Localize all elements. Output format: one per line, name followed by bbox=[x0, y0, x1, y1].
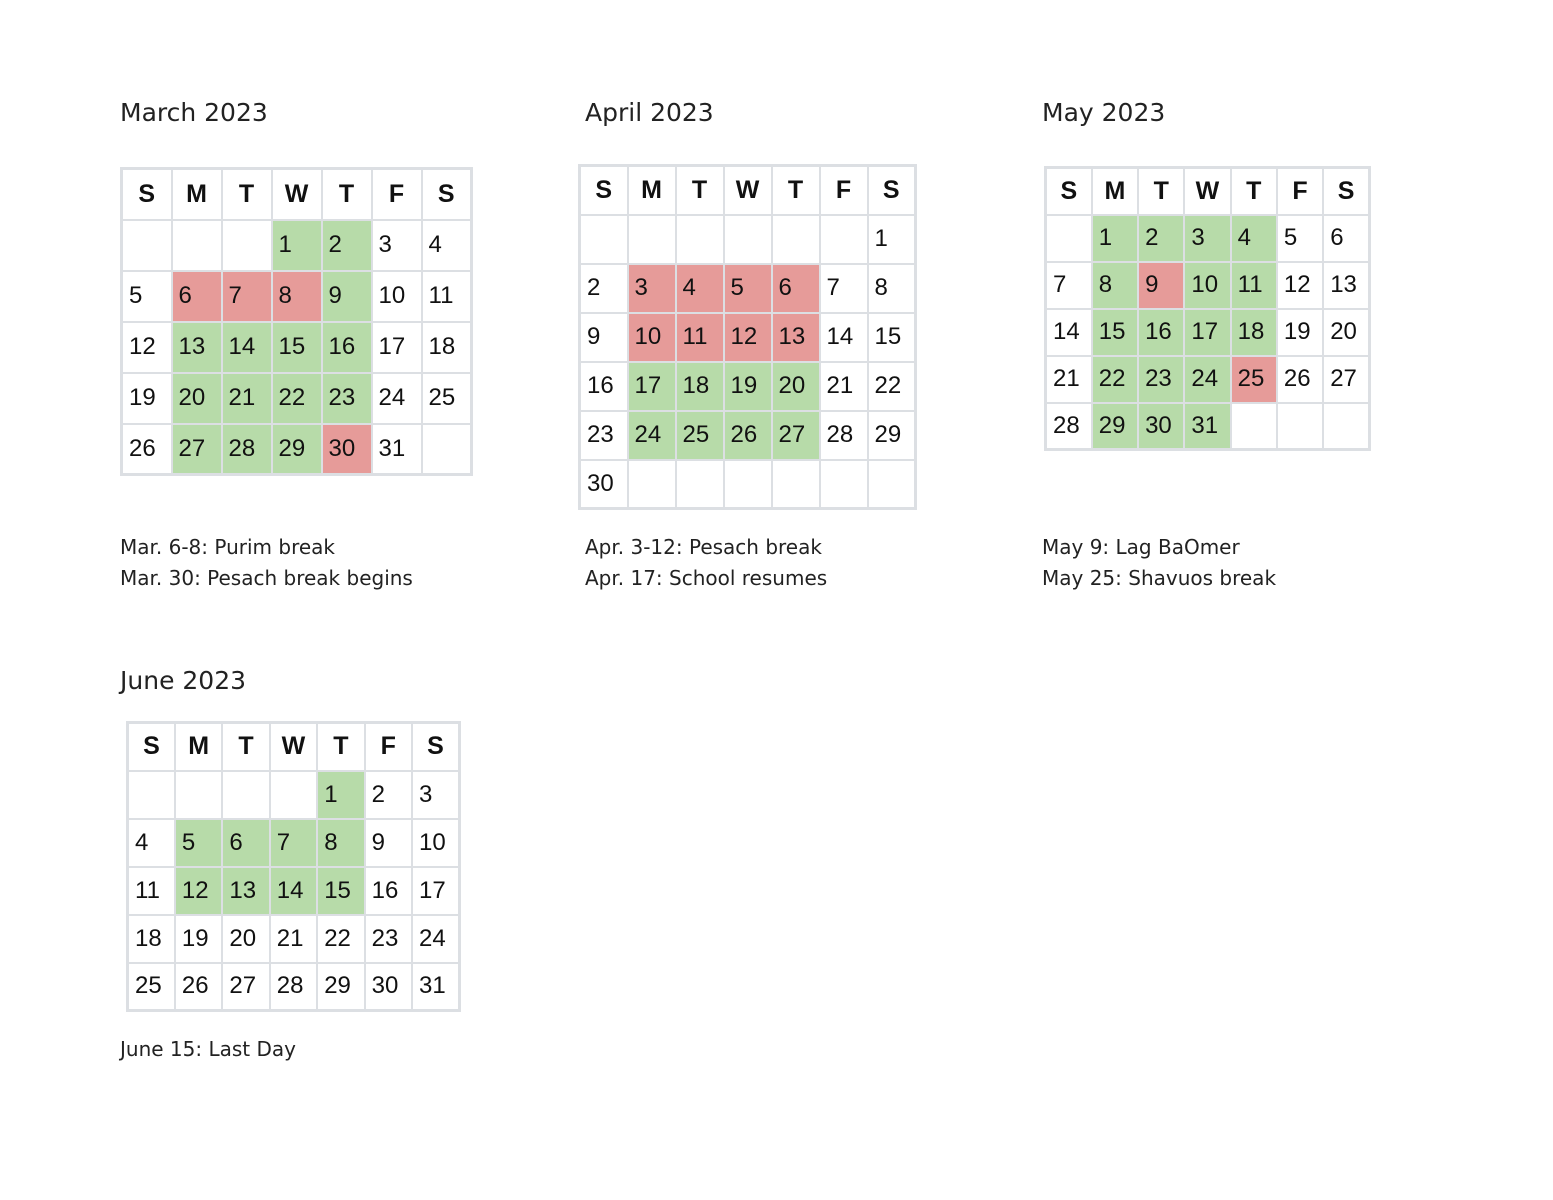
day-cell: 24 bbox=[412, 915, 459, 963]
day-cell: 7 bbox=[222, 271, 272, 322]
day-cell: 5 bbox=[724, 264, 772, 313]
day-cell: 31 bbox=[372, 424, 422, 475]
day-cell: 21 bbox=[222, 373, 272, 424]
month-notes bbox=[1042, 532, 1276, 594]
day-cell: 2 bbox=[365, 771, 412, 819]
day-cell: 6 bbox=[172, 271, 222, 322]
week-row bbox=[122, 373, 472, 424]
week-row bbox=[580, 264, 916, 313]
weekday-header: S bbox=[868, 166, 916, 215]
day-cell: 19 bbox=[175, 915, 222, 963]
day-cell: 3 bbox=[412, 771, 459, 819]
day-cell: 6 bbox=[772, 264, 820, 313]
day-cell: 16 bbox=[365, 867, 412, 915]
day-cell: 19 bbox=[724, 362, 772, 411]
day-cell: 9 bbox=[322, 271, 372, 322]
empty-day-cell bbox=[175, 771, 222, 819]
day-cell: 9 bbox=[580, 313, 628, 362]
day-cell: 22 bbox=[868, 362, 916, 411]
day-cell: 9 bbox=[365, 819, 412, 867]
note: Apr. 3-12: Pesach break bbox=[585, 535, 822, 559]
day-cell: 29 bbox=[868, 411, 916, 460]
day-cell: 7 bbox=[820, 264, 868, 313]
weekday-header: T bbox=[222, 169, 272, 220]
day-cell: 11 bbox=[1231, 262, 1277, 309]
day-cell: 9 bbox=[1138, 262, 1184, 309]
day-cell: 11 bbox=[422, 271, 472, 322]
month-title: June 2023 bbox=[120, 666, 247, 695]
day-cell: 8 bbox=[272, 271, 322, 322]
day-cell: 26 bbox=[122, 424, 172, 475]
day-cell: 4 bbox=[422, 220, 472, 271]
day-cell: 17 bbox=[412, 867, 459, 915]
day-cell: 21 bbox=[820, 362, 868, 411]
day-cell: 28 bbox=[270, 963, 317, 1011]
day-cell: 26 bbox=[1277, 356, 1323, 403]
day-cell: 7 bbox=[270, 819, 317, 867]
calendar-grid bbox=[126, 721, 461, 1012]
empty-day-cell bbox=[122, 220, 172, 271]
day-cell: 28 bbox=[1046, 403, 1092, 450]
day-cell: 5 bbox=[122, 271, 172, 322]
day-cell: 20 bbox=[772, 362, 820, 411]
day-cell: 2 bbox=[580, 264, 628, 313]
day-cell: 12 bbox=[175, 867, 222, 915]
week-row bbox=[1046, 215, 1370, 262]
day-cell: 14 bbox=[222, 322, 272, 373]
day-cell: 7 bbox=[1046, 262, 1092, 309]
month-title: March 2023 bbox=[120, 98, 268, 127]
empty-day-cell bbox=[820, 215, 868, 264]
day-cell: 27 bbox=[222, 963, 269, 1011]
empty-day-cell bbox=[676, 460, 724, 509]
day-cell: 22 bbox=[1092, 356, 1138, 403]
day-cell: 15 bbox=[272, 322, 322, 373]
day-cell: 30 bbox=[1138, 403, 1184, 450]
day-cell: 14 bbox=[270, 867, 317, 915]
week-row bbox=[128, 915, 460, 963]
day-cell: 30 bbox=[365, 963, 412, 1011]
weekday-header-row bbox=[128, 723, 460, 771]
note: May 25: Shavuos break bbox=[1042, 566, 1277, 590]
day-cell: 25 bbox=[676, 411, 724, 460]
day-cell: 20 bbox=[1323, 309, 1369, 356]
day-cell: 22 bbox=[272, 373, 322, 424]
day-cell: 23 bbox=[322, 373, 372, 424]
empty-day-cell bbox=[222, 771, 269, 819]
day-cell: 5 bbox=[1277, 215, 1323, 262]
day-cell: 17 bbox=[1184, 309, 1230, 356]
week-row bbox=[122, 220, 472, 271]
empty-day-cell bbox=[422, 424, 472, 475]
weekday-header: W bbox=[724, 166, 772, 215]
day-cell: 27 bbox=[1323, 356, 1369, 403]
weekday-header: F bbox=[1277, 168, 1323, 215]
day-cell: 26 bbox=[175, 963, 222, 1011]
weekday-header: T bbox=[1138, 168, 1184, 215]
day-cell: 12 bbox=[724, 313, 772, 362]
day-cell: 1 bbox=[868, 215, 916, 264]
day-cell: 18 bbox=[128, 915, 175, 963]
day-cell: 17 bbox=[372, 322, 422, 373]
day-cell: 2 bbox=[1138, 215, 1184, 262]
empty-day-cell bbox=[724, 460, 772, 509]
weekday-header-row bbox=[580, 166, 916, 215]
day-cell: 29 bbox=[1092, 403, 1138, 450]
weekday-header: S bbox=[422, 169, 472, 220]
day-cell: 26 bbox=[724, 411, 772, 460]
empty-day-cell bbox=[676, 215, 724, 264]
calendar-grid bbox=[120, 167, 473, 476]
day-cell: 5 bbox=[175, 819, 222, 867]
day-cell: 30 bbox=[580, 460, 628, 509]
week-row bbox=[122, 322, 472, 373]
calendar-grid bbox=[1044, 166, 1371, 451]
empty-day-cell bbox=[772, 215, 820, 264]
note: Apr. 17: School resumes bbox=[585, 566, 828, 590]
weekday-header: M bbox=[628, 166, 676, 215]
day-cell: 11 bbox=[128, 867, 175, 915]
day-cell: 22 bbox=[317, 915, 364, 963]
week-row bbox=[1046, 262, 1370, 309]
week-row bbox=[122, 424, 472, 475]
weekday-header: F bbox=[820, 166, 868, 215]
empty-day-cell bbox=[820, 460, 868, 509]
day-cell: 14 bbox=[820, 313, 868, 362]
weekday-header: S bbox=[412, 723, 459, 771]
month-notes bbox=[120, 532, 413, 594]
day-cell: 4 bbox=[1231, 215, 1277, 262]
week-row bbox=[580, 215, 916, 264]
empty-day-cell bbox=[1277, 403, 1323, 450]
week-row bbox=[580, 313, 916, 362]
day-cell: 20 bbox=[222, 915, 269, 963]
month-title: May 2023 bbox=[1042, 98, 1166, 127]
day-cell: 13 bbox=[1323, 262, 1369, 309]
day-cell: 10 bbox=[1184, 262, 1230, 309]
weekday-header: T bbox=[317, 723, 364, 771]
day-cell: 19 bbox=[122, 373, 172, 424]
day-cell: 12 bbox=[122, 322, 172, 373]
weekday-header-row bbox=[122, 169, 472, 220]
week-row bbox=[122, 271, 472, 322]
day-cell: 10 bbox=[412, 819, 459, 867]
note: June 15: Last Day bbox=[120, 1037, 296, 1061]
day-cell: 23 bbox=[580, 411, 628, 460]
week-row bbox=[1046, 356, 1370, 403]
week-row bbox=[128, 771, 460, 819]
week-row bbox=[1046, 309, 1370, 356]
day-cell: 27 bbox=[172, 424, 222, 475]
day-cell: 15 bbox=[868, 313, 916, 362]
day-cell: 25 bbox=[1231, 356, 1277, 403]
day-cell: 21 bbox=[270, 915, 317, 963]
week-row bbox=[1046, 403, 1370, 450]
month-notes bbox=[120, 1034, 296, 1065]
weekday-header: T bbox=[772, 166, 820, 215]
day-cell: 1 bbox=[1092, 215, 1138, 262]
day-cell: 15 bbox=[1092, 309, 1138, 356]
weekday-header: T bbox=[1231, 168, 1277, 215]
empty-day-cell bbox=[222, 220, 272, 271]
empty-day-cell bbox=[628, 215, 676, 264]
empty-day-cell bbox=[128, 771, 175, 819]
day-cell: 13 bbox=[772, 313, 820, 362]
day-cell: 18 bbox=[676, 362, 724, 411]
day-cell: 8 bbox=[1092, 262, 1138, 309]
week-row bbox=[128, 867, 460, 915]
day-cell: 30 bbox=[322, 424, 372, 475]
day-cell: 23 bbox=[1138, 356, 1184, 403]
day-cell: 13 bbox=[222, 867, 269, 915]
day-cell: 4 bbox=[676, 264, 724, 313]
day-cell: 25 bbox=[128, 963, 175, 1011]
day-cell: 20 bbox=[172, 373, 222, 424]
day-cell: 31 bbox=[1184, 403, 1230, 450]
day-cell: 14 bbox=[1046, 309, 1092, 356]
weekday-header: M bbox=[172, 169, 222, 220]
empty-day-cell bbox=[580, 215, 628, 264]
day-cell: 19 bbox=[1277, 309, 1323, 356]
weekday-header: S bbox=[128, 723, 175, 771]
day-cell: 17 bbox=[628, 362, 676, 411]
day-cell: 10 bbox=[372, 271, 422, 322]
empty-day-cell bbox=[868, 460, 916, 509]
day-cell: 8 bbox=[868, 264, 916, 313]
day-cell: 23 bbox=[365, 915, 412, 963]
day-cell: 6 bbox=[1323, 215, 1369, 262]
day-cell: 21 bbox=[1046, 356, 1092, 403]
day-cell: 25 bbox=[422, 373, 472, 424]
day-cell: 16 bbox=[1138, 309, 1184, 356]
weekday-header: F bbox=[372, 169, 422, 220]
day-cell: 16 bbox=[580, 362, 628, 411]
week-row bbox=[580, 362, 916, 411]
day-cell: 3 bbox=[1184, 215, 1230, 262]
weekday-header: F bbox=[365, 723, 412, 771]
calendar-grid bbox=[578, 164, 917, 510]
day-cell: 13 bbox=[172, 322, 222, 373]
day-cell: 28 bbox=[820, 411, 868, 460]
empty-day-cell bbox=[270, 771, 317, 819]
note: Mar. 6-8: Purim break bbox=[120, 535, 335, 559]
weekday-header: T bbox=[676, 166, 724, 215]
day-cell: 27 bbox=[772, 411, 820, 460]
day-cell: 29 bbox=[317, 963, 364, 1011]
day-cell: 1 bbox=[317, 771, 364, 819]
week-row bbox=[128, 819, 460, 867]
day-cell: 4 bbox=[128, 819, 175, 867]
day-cell: 29 bbox=[272, 424, 322, 475]
day-cell: 24 bbox=[628, 411, 676, 460]
note: May 9: Lag BaOmer bbox=[1042, 535, 1240, 559]
empty-day-cell bbox=[772, 460, 820, 509]
day-cell: 15 bbox=[317, 867, 364, 915]
weekday-header: T bbox=[322, 169, 372, 220]
month-title: April 2023 bbox=[585, 98, 714, 127]
weekday-header: M bbox=[175, 723, 222, 771]
day-cell: 16 bbox=[322, 322, 372, 373]
empty-day-cell bbox=[628, 460, 676, 509]
day-cell: 6 bbox=[222, 819, 269, 867]
empty-day-cell bbox=[1323, 403, 1369, 450]
day-cell: 18 bbox=[1231, 309, 1277, 356]
empty-day-cell bbox=[1231, 403, 1277, 450]
day-cell: 3 bbox=[628, 264, 676, 313]
weekday-header: S bbox=[1323, 168, 1369, 215]
day-cell: 24 bbox=[1184, 356, 1230, 403]
day-cell: 11 bbox=[676, 313, 724, 362]
empty-day-cell bbox=[172, 220, 222, 271]
weekday-header: S bbox=[1046, 168, 1092, 215]
day-cell: 1 bbox=[272, 220, 322, 271]
week-row bbox=[128, 963, 460, 1011]
month-notes bbox=[585, 532, 827, 594]
weekday-header: S bbox=[122, 169, 172, 220]
empty-day-cell bbox=[724, 215, 772, 264]
day-cell: 10 bbox=[628, 313, 676, 362]
weekday-header: S bbox=[580, 166, 628, 215]
week-row bbox=[580, 411, 916, 460]
day-cell: 2 bbox=[322, 220, 372, 271]
note: Mar. 30: Pesach break begins bbox=[120, 566, 413, 590]
weekday-header: W bbox=[270, 723, 317, 771]
day-cell: 28 bbox=[222, 424, 272, 475]
weekday-header-row bbox=[1046, 168, 1370, 215]
weekday-header: T bbox=[222, 723, 269, 771]
day-cell: 3 bbox=[372, 220, 422, 271]
weekday-header: M bbox=[1092, 168, 1138, 215]
day-cell: 24 bbox=[372, 373, 422, 424]
empty-day-cell bbox=[1046, 215, 1092, 262]
day-cell: 18 bbox=[422, 322, 472, 373]
weekday-header: W bbox=[1184, 168, 1230, 215]
day-cell: 8 bbox=[317, 819, 364, 867]
weekday-header: W bbox=[272, 169, 322, 220]
week-row bbox=[580, 460, 916, 509]
day-cell: 31 bbox=[412, 963, 459, 1011]
day-cell: 12 bbox=[1277, 262, 1323, 309]
